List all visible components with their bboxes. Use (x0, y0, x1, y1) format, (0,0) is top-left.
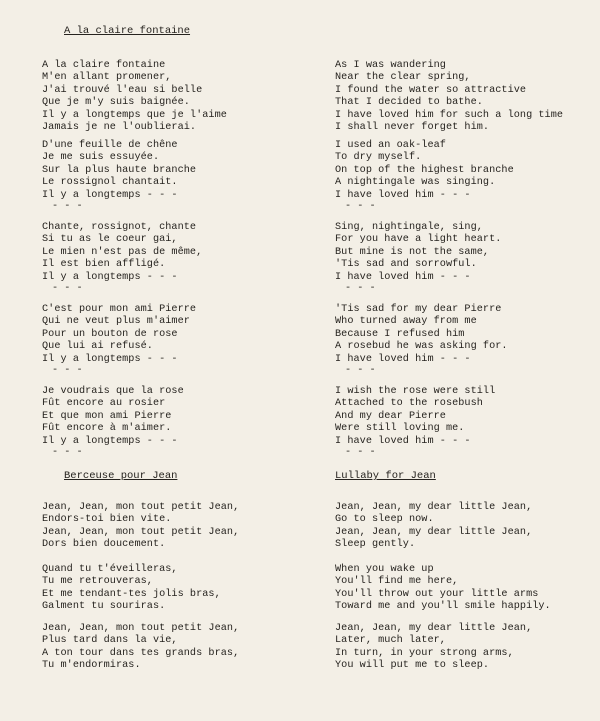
stanza (42, 564, 221, 614)
stanza (335, 60, 563, 134)
verse-line: Si tu as le coeur gai, (42, 234, 178, 246)
verse-line: Jean, Jean, mon tout petit Jean, (42, 502, 240, 513)
stanza (42, 386, 184, 457)
verse-line: Il y a longtemps - - - (42, 189, 178, 201)
verse-line: That I decided to bathe. (335, 97, 483, 109)
stanza (335, 386, 495, 457)
verse-line: You'll find me here, (335, 576, 459, 588)
verse-line: Jean, Jean, mon tout petit Jean, (42, 623, 240, 634)
stanza (335, 140, 514, 211)
verse-line: Il y a longtemps - - - (42, 271, 178, 283)
stanza (335, 502, 532, 552)
verse-line: As I was wandering (335, 60, 446, 71)
song2-french-title: Berceuse pour Jean (64, 470, 178, 482)
verse-line: Je me suis essuyée. (42, 152, 160, 164)
verse-line: Qui ne veut plus m'aimer (42, 316, 190, 328)
verse-line: I have loved him - - - (335, 353, 471, 365)
verse-line: I have loved him - - - (335, 189, 471, 201)
verse-line: I used an oak-leaf (335, 140, 446, 151)
verse-line: Quand tu t'éveilleras, (42, 564, 178, 575)
refrain-continuation: - - - (52, 200, 83, 212)
verse-line: Et me tendant-tes jolis bras, (42, 588, 221, 600)
verse-line: Tu m'endormiras. (42, 660, 141, 672)
verse-line: I wish the rose were still (335, 386, 496, 397)
verse-line: Sur la plus haute branche (42, 164, 197, 176)
verse-line: Que je m'y suis baignée. (42, 97, 190, 109)
verse-line: Il y a longtemps que je l'aime (42, 109, 227, 121)
verse-line: A nightingale was singing. (335, 177, 496, 189)
verse-line: On top of the highest branche (335, 164, 514, 176)
refrain-continuation: - - - (345, 446, 376, 458)
verse-line: Attached to the rosebush (335, 398, 483, 410)
verse-line: I have loved him - - - (335, 435, 471, 447)
stanza (42, 222, 202, 293)
verse-line: Who turned away from me (335, 316, 477, 328)
verse-line: M'en allant promener, (42, 72, 172, 84)
verse-line: Pour un bouton de rose (42, 328, 178, 340)
verse-line: Toward me and you'll smile happily. (335, 601, 551, 613)
verse-line: When you wake up (335, 564, 434, 575)
verse-line: Chante, rossignot, chante (42, 222, 197, 233)
refrain-continuation: - - - (345, 282, 376, 294)
verse-line: A la claire fontaine (42, 60, 166, 71)
verse-line: Near the clear spring, (335, 72, 471, 84)
verse-line: Il est bien affligé. (42, 259, 166, 271)
verse-line: Jean, Jean, mon tout petit Jean, (42, 526, 240, 538)
stanza (335, 564, 551, 614)
verse-line: For you have a light heart. (335, 234, 502, 246)
verse-line: Jean, Jean, my dear little Jean, (335, 526, 533, 538)
verse-line: Le mien n'est pas de même, (42, 246, 203, 258)
verse-line: Et que mon ami Pierre (42, 410, 172, 422)
verse-line: I have loved him for such a long time (335, 109, 564, 121)
verse-line: Jamais je ne l'oublierai. (42, 121, 197, 133)
verse-line: Jean, Jean, my dear little Jean, (335, 623, 533, 634)
refrain-continuation: - - - (345, 364, 376, 376)
stanza (42, 623, 239, 673)
verse-line: C'est pour mon ami Pierre (42, 304, 197, 315)
verse-line: Tu me retrouveras, (42, 576, 153, 588)
verse-line: Galment tu souriras. (42, 601, 166, 613)
stanza (335, 304, 508, 375)
song2-english-title: Lullaby for Jean (335, 470, 436, 482)
stanza (42, 304, 196, 375)
verse-line: You'll throw out your little arms (335, 588, 539, 600)
verse-line: Fût encore au rosier (42, 398, 166, 410)
verse-line: D'une feuille de chêne (42, 140, 178, 151)
verse-line: Que lui ai refusé. (42, 341, 153, 353)
refrain-continuation: - - - (52, 282, 83, 294)
stanza (42, 502, 239, 552)
verse-line: Fût encore à m'aimer. (42, 423, 172, 435)
verse-line: Later, much later, (335, 635, 446, 647)
verse-line: I have loved him - - - (335, 271, 471, 283)
verse-line: Jean, Jean, my dear little Jean, (335, 502, 533, 513)
stanza (42, 140, 196, 211)
refrain-continuation: - - - (52, 446, 83, 458)
verse-line: I shall never forget him. (335, 121, 490, 133)
verse-line: Le rossignol chantait. (42, 177, 178, 189)
verse-line: Sleep gently. (335, 539, 416, 551)
verse-line: Il y a longtemps - - - (42, 435, 178, 447)
song1-french-title: A la claire fontaine (64, 25, 191, 37)
stanza (335, 623, 532, 673)
verse-line: Dors bien doucement. (42, 539, 166, 551)
verse-line: Il y a longtemps - - - (42, 353, 178, 365)
verse-line: Because I refused him (335, 328, 465, 340)
stanza (335, 222, 501, 293)
verse-line: Plus tard dans la vie, (42, 635, 178, 647)
verse-line: Were still loving me. (335, 423, 465, 435)
verse-line: Je voudrais que la rose (42, 386, 184, 397)
verse-line: 'Tis sad and sorrowful. (335, 259, 477, 271)
verse-line: I found the water so attractive (335, 84, 527, 96)
verse-line: But mine is not the same, (335, 246, 490, 258)
refrain-continuation: - - - (345, 200, 376, 212)
verse-line: Sing, nightingale, sing, (335, 222, 483, 233)
stanza (42, 60, 227, 134)
refrain-continuation: - - - (52, 364, 83, 376)
verse-line: J'ai trouvé l'eau si belle (42, 84, 203, 96)
verse-line: You will put me to sleep. (335, 660, 490, 672)
verse-line: Endors-toi bien vite. (42, 514, 172, 526)
verse-line: A ton tour dans tes grands bras, (42, 647, 240, 659)
verse-line: To dry myself. (335, 152, 422, 164)
verse-line: In turn, in your strong arms, (335, 647, 514, 659)
verse-line: 'Tis sad for my dear Pierre (335, 304, 502, 315)
verse-line: A rosebud he was asking for. (335, 341, 508, 353)
verse-line: Go to sleep now. (335, 514, 434, 526)
verse-line: And my dear Pierre (335, 410, 446, 422)
